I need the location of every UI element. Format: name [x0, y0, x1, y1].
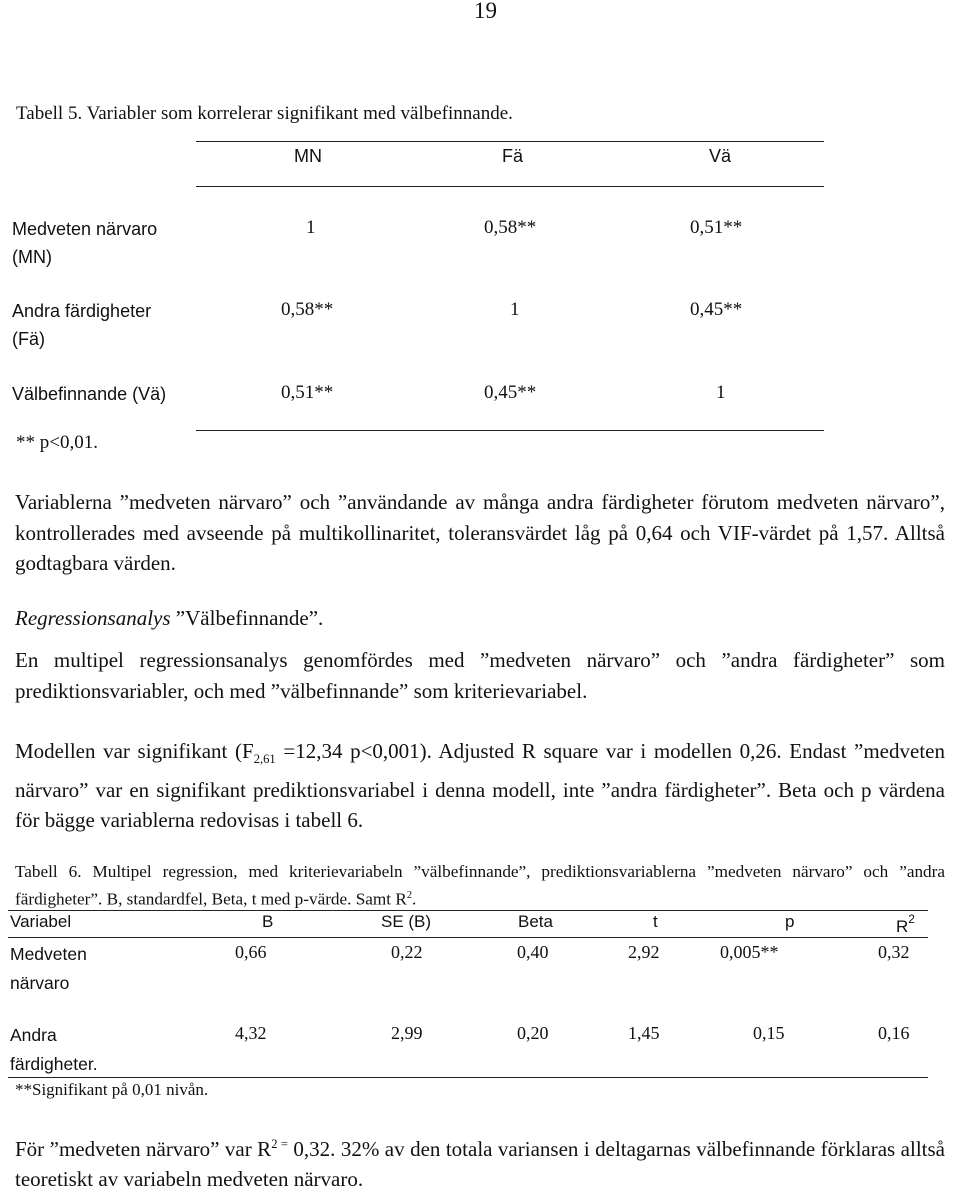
table5-cell: 1 [510, 299, 520, 320]
table5-header-mn: MN [294, 146, 322, 166]
section-heading: Regressionsanalys ”Välbefinnande”. [15, 606, 324, 630]
table5-header-va: Vä [709, 146, 732, 166]
table6-cell: 2,99 [391, 1023, 423, 1043]
table5-header-rule [196, 186, 824, 187]
table5-cell: 0,51** [281, 382, 334, 403]
table5-cell: 0,58** [281, 299, 334, 320]
table6-header-t: t [653, 912, 658, 931]
paragraph-explained-variance: För ”medveten närvaro” var $R^{2 =}$ 0,32. 32% av den totala variansen i deltagarnas välbefinnande förklaras alltså teoretiskt av variabeln medveten närvaro. [15, 1137, 945, 1191]
paragraph-model-results: Modellen var signifikant ($F_{2,61} =12,34$ p<0,001). Adjusted R square var i modellen 0,26. Endast ”medveten närvaro” var en signifikant prediktionsvariabel i denna modell, inte ”andra färdigheter”. Beta och p värdena för bägge variablerna redovisas i tabell 6. [15, 739, 945, 833]
table6-note: **Signifikant på 0,01 nivån. [15, 1080, 209, 1099]
table5-cell: 0,45** [484, 382, 537, 403]
table6-caption: Tabell 6. Multipel regression, med kriterievariabeln ”välbefinnande”, prediktionsvariablerna ”medveten närvaro” och ”andra färdigheter”. B, standardfel, Beta, t med p-värde. Samt $R^2$. [15, 862, 945, 909]
table5-cell: 0,45** [690, 299, 743, 320]
table5-row-label: Andra färdigheter (Fä) [12, 301, 152, 349]
table6-cell: 1,45 [628, 1023, 660, 1043]
paragraph-multicollinearity: Variablerna ”medveten närvaro” och ”användande av många andra färdigheter förutom medveten närvaro”, kontrollerades med avseende på multikollinaritet, toleransvärdet låg på 0,64 och VIF-värdet på 1,57. Alltså godtagbara värden. [15, 490, 945, 575]
table5-cell: 1 [306, 217, 316, 238]
page-number: 19 [474, 0, 497, 23]
table6-header-p: p [785, 912, 795, 931]
table6-cell: 0,22 [391, 942, 423, 962]
table6-header-se: SE (B) [381, 912, 432, 931]
table6-bottom-rule [8, 1077, 928, 1078]
table6-top-rule [8, 910, 928, 911]
table5-note: ** p<0,01. [16, 432, 98, 453]
table5-row-label: Medveten närvaro (MN) [12, 219, 158, 267]
table5-cell: 0,51** [690, 217, 743, 238]
table6-header-variabel: Variabel [10, 912, 72, 931]
table5-cell: 1 [716, 382, 726, 403]
table6-row-label: Andra färdigheter. [10, 1025, 98, 1074]
table6-header-beta: Beta [518, 912, 553, 931]
table5-caption: Tabell 5. Variabler som korrelerar signifikant med välbefinnande. [16, 103, 513, 124]
table6-row-label: Medveten närvaro [10, 944, 87, 993]
paragraph-regression-intro: En multipel regressionsanalys genomfördes med ”medveten närvaro” och ”andra färdigheter” som prediktionsvariabler, och med ”välbefinnande” som kriterievariabel. [15, 648, 945, 703]
table6-cell: 0,15 [753, 1023, 785, 1043]
table5-header-fa: Fä [502, 146, 524, 166]
table6-cell: 4,32 [235, 1023, 267, 1043]
table6-header-rule [8, 937, 928, 938]
table5-cell: 0,58** [484, 217, 537, 238]
table5-bottom-rule [196, 430, 824, 431]
table6-cell: 0,32 [878, 942, 910, 962]
table5-row-label: Välbefinnande (Vä) [12, 384, 167, 404]
table6-cell: 0,16 [878, 1023, 910, 1043]
table6-cell: 0,40 [517, 942, 549, 962]
table5-top-rule [196, 141, 824, 142]
table6-header-r2: $R^2$ [896, 912, 915, 936]
table6-cell: 2,92 [628, 942, 660, 962]
table6-cell: 0,005** [720, 942, 779, 962]
table6-cell: 0,66 [235, 942, 267, 962]
table6-header-b: B [262, 912, 274, 931]
table6-cell: 0,20 [517, 1023, 549, 1043]
